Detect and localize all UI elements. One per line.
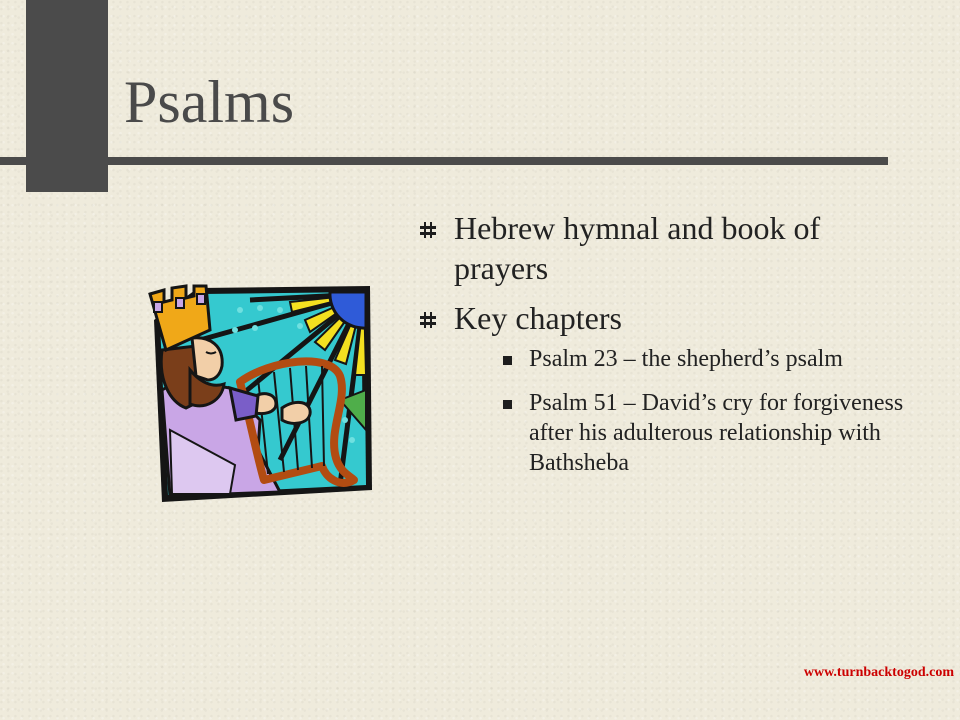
king-david-harp-icon <box>140 280 380 508</box>
bullet-text: Hebrew hymnal and book of prayers <box>454 210 821 286</box>
square-bullet-icon <box>503 400 512 409</box>
sub-bullet-item <box>454 388 920 478</box>
footer-website-link[interactable]: www.turnbacktogod.com <box>803 665 954 680</box>
title-underline-rule <box>0 157 888 165</box>
bullet-list <box>420 208 920 492</box>
hash-bullet-icon <box>420 222 436 238</box>
bullet-text: Key chapters <box>454 300 622 336</box>
slide-title: Psalms <box>124 69 295 135</box>
square-bullet-icon <box>503 356 512 365</box>
sub-bullet-text: Psalm 51 – David’s cry for forgiveness after his adulterous relationship with Bathsheba <box>529 390 904 476</box>
hash-bullet-icon <box>420 312 436 328</box>
sub-bullet-text: Psalm 23 – the shepherd’s psalm <box>529 346 843 372</box>
sub-bullet-item <box>454 344 920 374</box>
bullet-item <box>420 298 920 478</box>
bullet-item <box>420 208 920 288</box>
sub-bullet-list <box>454 344 920 478</box>
